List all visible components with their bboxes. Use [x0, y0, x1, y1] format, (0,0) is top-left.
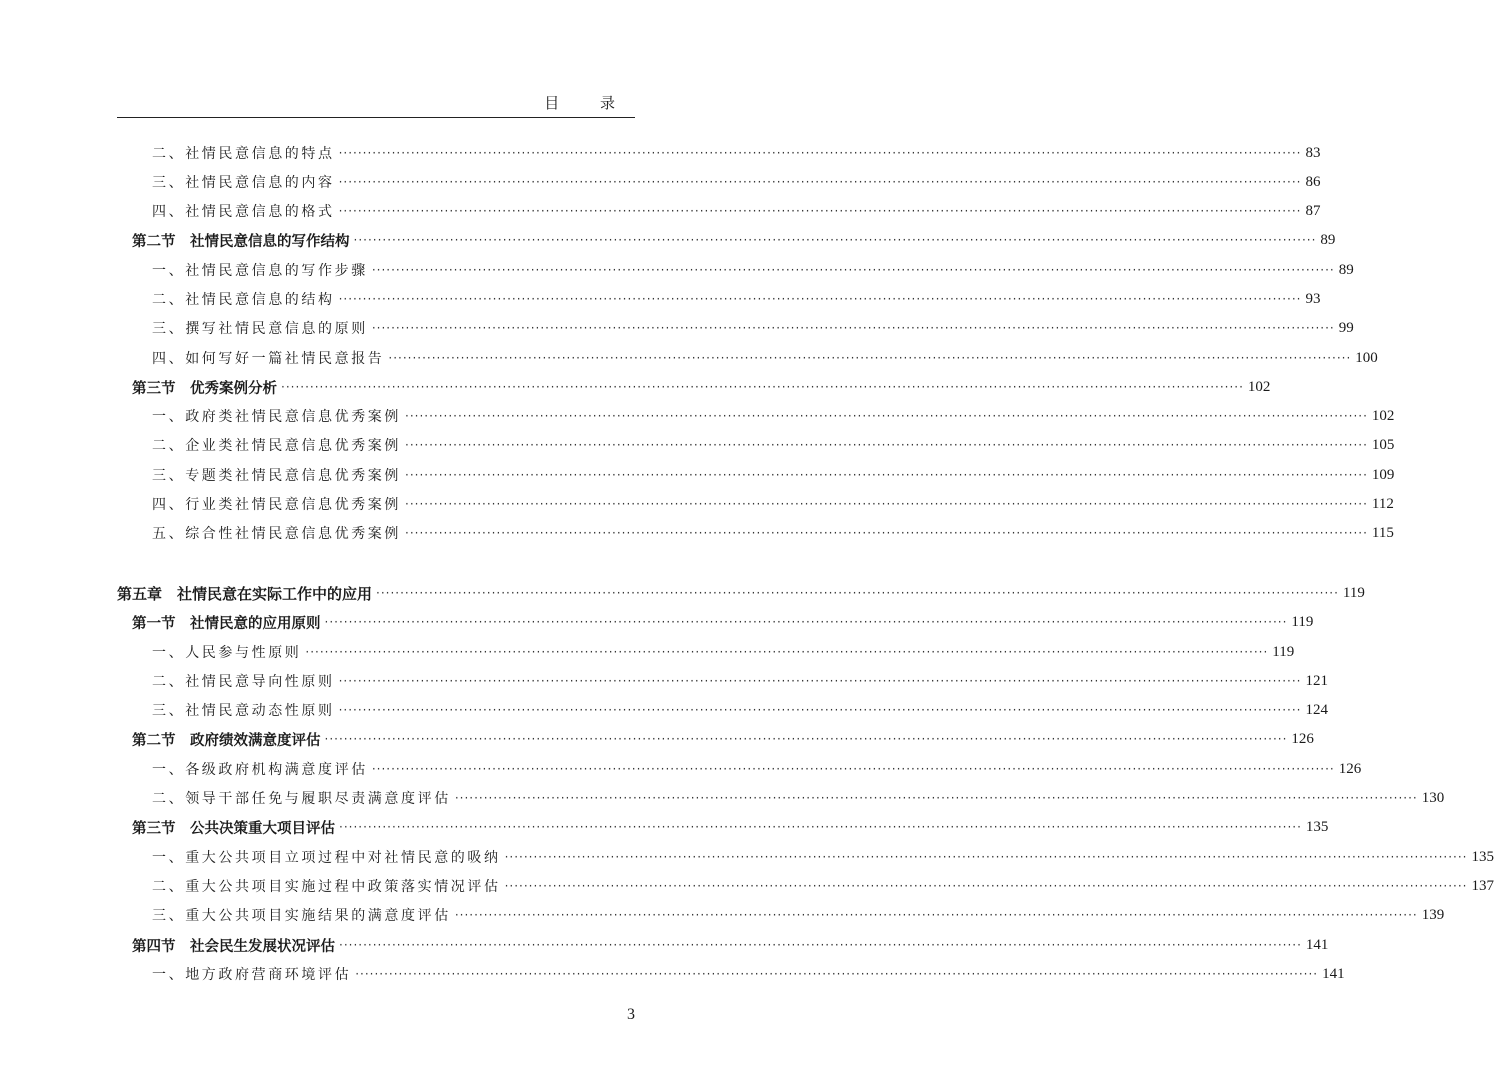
dot-leader: ········································································································································································································	[454, 908, 1418, 922]
toc-entry[interactable]	[117, 227, 1336, 253]
dot-leader: ········································································································································································································	[281, 380, 1244, 394]
toc-entry-page: 87	[1305, 202, 1321, 219]
toc-entry[interactable]	[117, 668, 1328, 694]
dot-leader: ········································································································································································································	[376, 586, 1339, 600]
toc-entry[interactable]	[117, 814, 1329, 840]
dot-leader: ········································································································································································································	[405, 409, 1368, 423]
toc-entry[interactable]	[117, 902, 1445, 928]
toc-entry-page: 135	[1471, 848, 1494, 865]
toc-entry[interactable]	[117, 609, 1314, 635]
toc-entry[interactable]	[117, 403, 1395, 429]
toc-entry[interactable]	[117, 756, 1362, 782]
toc-entry-page: 119	[1291, 613, 1314, 630]
toc-entry-page: 115	[1371, 524, 1394, 541]
dot-leader: ········································································································································································································	[405, 468, 1368, 482]
toc-entry[interactable]	[117, 961, 1345, 987]
toc-entry-label: 四、社情民意信息的格式	[152, 204, 335, 220]
dot-leader: ········································································································································································································	[338, 292, 1302, 306]
toc-entry[interactable]	[117, 257, 1354, 283]
toc-entry-page: 112	[1371, 495, 1394, 512]
toc-entry-page: 130	[1421, 789, 1445, 806]
toc-entry[interactable]	[117, 726, 1314, 752]
toc-entry[interactable]	[117, 580, 1365, 606]
dot-leader: ········································································································································································································	[388, 351, 1352, 365]
dot-leader: ········································································································································································································	[371, 263, 1335, 277]
toc-entry[interactable]	[117, 169, 1321, 195]
dot-leader: ········································································································································································································	[339, 938, 1302, 952]
toc-entry-page: 93	[1305, 290, 1321, 307]
toc-entry-label: 第三节 公共决策重大项目评估	[132, 820, 335, 837]
dot-leader: ········································································································································································································	[371, 762, 1335, 776]
toc-entry-label: 三、撰写社情民意信息的原则	[152, 321, 368, 337]
dot-leader: ········································································································································································································	[339, 820, 1302, 834]
dot-leader: ········································································································································································································	[454, 791, 1418, 805]
toc-entry-label: 二、社情民意信息的特点	[152, 146, 335, 162]
dot-leader: ········································································································································································································	[338, 703, 1302, 717]
page-number: 3	[627, 1006, 635, 1023]
toc-entry-page: 121	[1305, 672, 1328, 689]
dot-leader: ········································································································································································································	[405, 526, 1368, 540]
toc-entry-page: 109	[1371, 466, 1395, 483]
toc-entry-label: 三、社情民意信息的内容	[152, 175, 335, 191]
toc-entry-label: 一、各级政府机构满意度评估	[152, 762, 368, 778]
toc-entry-label: 二、领导干部任免与履职尽责满意度评估	[152, 791, 451, 807]
toc-entry-label: 二、企业类社情民意信息优秀案例	[152, 438, 401, 454]
toc-entry[interactable]	[117, 639, 1295, 665]
toc-entry-label: 第三节 优秀案例分析	[132, 380, 277, 397]
toc-entry-page: 137	[1471, 877, 1494, 894]
toc-entry-page: 126	[1291, 730, 1314, 747]
toc-entry-label: 一、社情民意信息的写作步骤	[152, 263, 368, 279]
toc-entry[interactable]	[117, 286, 1321, 312]
toc-entry-label: 第二节 政府绩效满意度评估	[132, 732, 321, 749]
toc-entry-page: 141	[1322, 965, 1345, 982]
toc-entry[interactable]	[117, 520, 1394, 546]
dot-leader: ········································································································································································································	[338, 175, 1302, 189]
toc-entry[interactable]	[117, 873, 1494, 899]
toc-entry[interactable]	[117, 432, 1395, 458]
toc-entry-page: 105	[1371, 436, 1395, 453]
toc-entry-label: 四、如何写好一篇社情民意报告	[152, 351, 385, 367]
toc-entry[interactable]	[117, 844, 1494, 870]
toc-entry-page: 89	[1338, 261, 1354, 278]
toc-entry-page: 119	[1342, 584, 1365, 601]
toc-entry-page: 126	[1338, 760, 1362, 777]
toc-entry[interactable]	[117, 462, 1395, 488]
dot-leader: ········································································································································································································	[305, 645, 1269, 659]
toc-entry-page: 100	[1355, 349, 1378, 366]
toc-entry-label: 第五章 社情民意在实际工作中的应用	[117, 584, 373, 603]
dot-leader: ········································································································································································································	[504, 879, 1468, 893]
toc-entry-page: 139	[1421, 906, 1445, 923]
dot-leader: ········································································································································································································	[504, 850, 1468, 864]
toc-entry-page: 102	[1247, 378, 1271, 395]
toc-entry-label: 二、社情民意导向性原则	[152, 674, 335, 690]
dot-leader: ········································································································································································································	[324, 732, 1288, 746]
toc-entry-label: 一、政府类社情民意信息优秀案例	[152, 409, 401, 425]
toc-entry-label: 三、重大公共项目实施结果的满意度评估	[152, 908, 451, 924]
toc-entry-label: 第二节 社情民意信息的写作结构	[132, 233, 350, 250]
toc-entry-page: 102	[1371, 407, 1395, 424]
toc-entry-page: 124	[1305, 701, 1328, 718]
header-title: 目 录	[544, 94, 633, 112]
toc-entry-label: 第一节 社情民意的应用原则	[132, 615, 321, 632]
toc-entry[interactable]	[117, 315, 1354, 341]
dot-leader: ········································································································································································································	[338, 204, 1302, 218]
toc-entry[interactable]	[117, 785, 1445, 811]
toc-entry-label: 一、地方政府营商环境评估	[152, 967, 352, 983]
toc-entry-page: 119	[1272, 643, 1295, 660]
toc-entry[interactable]	[117, 140, 1321, 166]
toc-entry-label: 四、行业类社情民意信息优秀案例	[152, 497, 401, 513]
dot-leader: ········································································································································································································	[405, 497, 1368, 511]
toc-entry-label: 一、重大公共项目立项过程中对社情民意的吸纳	[152, 850, 501, 866]
toc-entry[interactable]	[117, 491, 1394, 517]
toc-entry[interactable]	[117, 345, 1378, 371]
toc-entry-label: 二、重大公共项目实施过程中政策落实情况评估	[152, 879, 501, 895]
toc-entry-page: 135	[1305, 818, 1329, 835]
toc-entry-label: 二、社情民意信息的结构	[152, 292, 335, 308]
dot-leader: ········································································································································································································	[353, 233, 1317, 247]
toc-entry-label: 第四节 社会民生发展状况评估	[132, 938, 335, 955]
dot-leader: ········································································································································································································	[324, 615, 1288, 629]
toc-entry-page: 99	[1338, 319, 1354, 336]
toc-entry[interactable]	[117, 198, 1321, 224]
header-rule	[117, 117, 635, 118]
toc-entry-label: 三、社情民意动态性原则	[152, 703, 335, 719]
toc-entry-label: 一、人民参与性原则	[152, 645, 302, 661]
toc-entry-label: 五、综合性社情民意信息优秀案例	[152, 526, 401, 542]
dot-leader: ········································································································································································································	[405, 438, 1368, 452]
toc-entry-page: 89	[1320, 231, 1336, 248]
toc-entry-page: 86	[1305, 173, 1321, 190]
dot-leader: ········································································································································································································	[371, 321, 1335, 335]
toc-entry[interactable]	[117, 374, 1271, 400]
toc-entry-label: 三、专题类社情民意信息优秀案例	[152, 468, 401, 484]
toc-entry-page: 83	[1305, 144, 1321, 161]
dot-leader: ········································································································································································································	[338, 674, 1302, 688]
dot-leader: ········································································································································································································	[338, 146, 1302, 160]
toc-entry[interactable]	[117, 697, 1328, 723]
running-header	[117, 92, 635, 118]
toc-entry[interactable]	[117, 932, 1329, 958]
toc-entry-page: 141	[1305, 936, 1329, 953]
dot-leader: ········································································································································································································	[355, 967, 1319, 981]
